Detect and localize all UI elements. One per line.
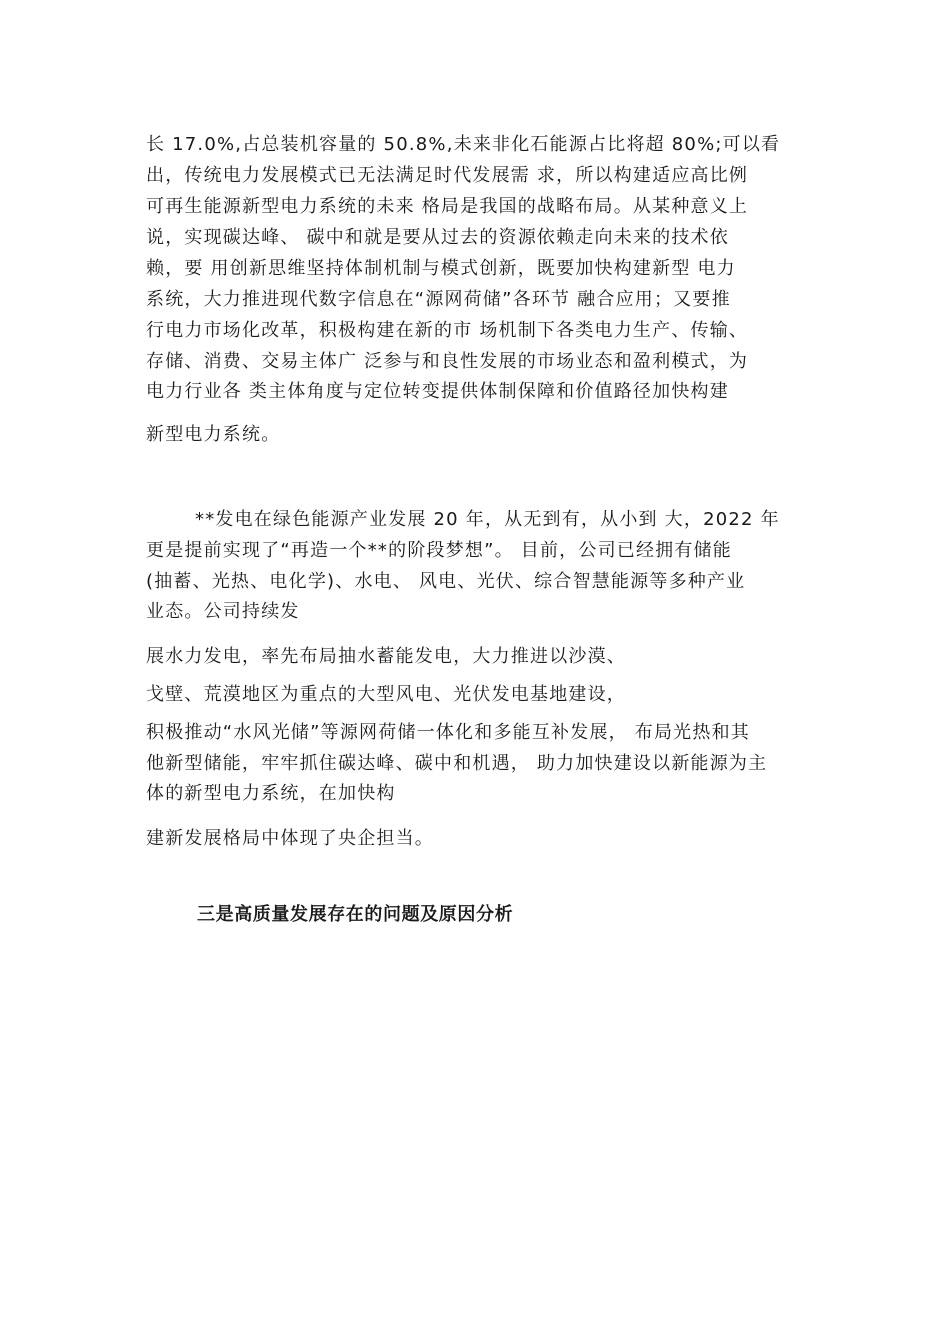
- paragraph-2-line-10: 建新发展格局中体现了央企担当。: [146, 828, 434, 849]
- paragraph-1-line-7: 行电力市场化改革，积极构建在新的市 场机制下各类电力生产、传输、: [146, 320, 749, 341]
- paragraph-1-line-6: 系统，大力推进现代数字信息在“源网荷储”各环节 融合应用；又要推: [146, 289, 731, 310]
- paragraph-1-line-9: 电力行业各 类主体角度与定位转变提供体制保障和价值路径加快构建: [146, 381, 729, 402]
- paragraph-2-line-2: 更是提前实现了“再造一个**的阶段梦想”。 目前，公司已经拥有储能: [146, 540, 732, 561]
- paragraph-2-line-5: 展水力发电，率先布局抽水蓄能发电，大力推进以沙漠、: [146, 646, 626, 667]
- paragraph-1-line-8: 存储、消费、交易主体广 泛参与和良性发展的市场业态和盈利模式，为: [146, 351, 749, 372]
- paragraph-2-line-8: 他新型储能，牢牢抓住碳达峰、碳中和机遇， 助力加快建设以新能源为主: [146, 753, 768, 774]
- paragraph-1-line-5: 赖，要 用创新思维坚持体制机制与模式创新，既要加快构建新型 电力: [146, 258, 736, 279]
- paragraph-1-line-3: 可再生能源新型电力系统的未来 格局是我国的战略布局。从某种意义上: [146, 196, 749, 217]
- paragraph-1-line-1: 长 17.0%,占总装机容量的 50.8%,未来非化石能源占比将超 80%;可以看: [146, 134, 781, 155]
- paragraph-1-line-10: 新型电力系统。: [146, 424, 281, 445]
- paragraph-2-line-7: 积极推动“水风光储”等源网荷储一体化和多能互补发展， 布局光热和其: [146, 722, 750, 743]
- section-heading: 三是高质量发展存在的问题及原因分析: [197, 904, 514, 925]
- paragraph-1-line-2: 出，传统电力发展模式已无法满足时代发展需 求，所以构建适应高比例: [146, 165, 749, 186]
- paragraph-2-line-6: 戈壁、荒漠地区为重点的大型风电、光伏发电基地建设，: [146, 684, 626, 705]
- paragraph-2-line-1: **发电在绿色能源产业发展 20 年，从无到有，从小到 大，2022 年: [195, 509, 780, 530]
- paragraph-2-line-4: 业态。公司持续发: [146, 601, 300, 622]
- paragraph-2-line-9: 体的新型电力系统，在加快构: [146, 783, 396, 804]
- paragraph-1-line-4: 说，实现碳达峰、 碳中和就是要从过去的资源依赖走向未来的技术依: [146, 227, 729, 248]
- paragraph-2-line-3: (抽蓄、光热、电化学)、水电、 风电、光伏、综合智慧能源等多种产业: [146, 571, 746, 592]
